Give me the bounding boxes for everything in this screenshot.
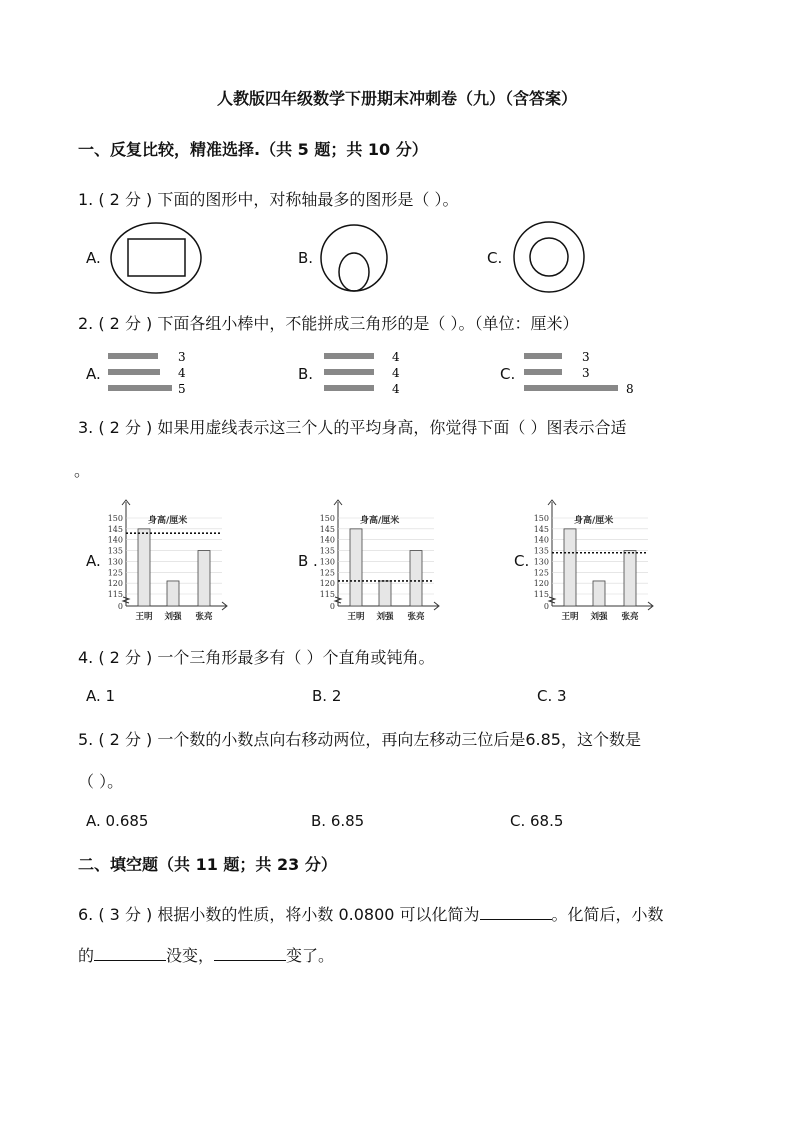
q1-figure-c (510, 218, 588, 296)
q3-chart-c (530, 494, 660, 628)
answer-blank-1[interactable] (480, 905, 552, 920)
stick-length-label: 4 (392, 366, 400, 380)
stick (524, 369, 562, 375)
y-tick-label: 115 (107, 590, 123, 599)
y-tick-label: 125 (107, 568, 123, 578)
stick-length-label: 3 (582, 350, 590, 364)
q3-option-b-label: B . (298, 552, 318, 570)
inner-ellipse-shape (339, 253, 369, 291)
question-2: 2. ( 2 分 ) 下面各组小棒中，不能拼成三角形的是（ ）。（单位：厘米） (78, 314, 579, 333)
y-tick-label: 140 (319, 535, 335, 545)
q4-option-a: A. 1 (86, 687, 116, 705)
question-1: 1. ( 2 分 ) 下面的图形中，对称轴最多的图形是（ ）。 (78, 190, 459, 209)
y-tick-label: 115 (533, 590, 549, 599)
y-tick-label: 130 (107, 557, 123, 567)
y-tick-label: 125 (319, 568, 335, 578)
question-3-end: 。 (74, 461, 91, 480)
q1-figure-a (108, 220, 204, 296)
y-tick-label: 0 (543, 602, 549, 611)
y-tick-label: 0 (117, 602, 123, 611)
y-tick-label: 135 (533, 546, 549, 556)
y-tick-label: 130 (319, 557, 335, 567)
q5-option-a: A. 0.685 (86, 812, 149, 830)
stick (524, 385, 618, 391)
q4-option-c: C. 3 (537, 687, 567, 705)
stick (108, 369, 160, 375)
stick (324, 369, 374, 375)
q2-sticks-b (322, 348, 422, 398)
bar (350, 529, 362, 606)
q2-sticks-c (522, 348, 642, 398)
question-5: 5. ( 2 分 ) 一个数的小数点向右移动两位，再向左移动三位后是6.85，这个数是 (78, 730, 641, 749)
q1-figure-b (318, 220, 390, 296)
bar (410, 551, 422, 606)
stick (524, 353, 562, 359)
y-tick-label: 120 (533, 579, 549, 589)
question-3: 3. ( 2 分 ) 如果用虚线表示这三个人的平均身高，你觉得下面（ ）图表示合适 (78, 418, 627, 437)
q3-option-a-label: A. (86, 552, 101, 570)
outer-circle-shape (514, 222, 584, 292)
q4-option-b: B. 2 (312, 687, 342, 705)
q2-option-b-label: B. (298, 365, 314, 383)
q5-option-c: C. 68.5 (510, 812, 564, 830)
y-tick-label: 145 (319, 524, 335, 534)
x-tick-label: 王明 (561, 612, 579, 622)
stick-length-label: 8 (626, 382, 634, 396)
stick-length-label: 3 (178, 350, 186, 364)
bar (138, 529, 150, 606)
x-tick-label: 张亮 (407, 612, 425, 622)
stick-length-label: 4 (392, 350, 400, 364)
question-6-text-e: 变了。 (286, 946, 335, 965)
y-tick-label: 150 (533, 514, 549, 523)
ellipse-shape (111, 223, 201, 293)
section-heading-fill-in: 二、填空题（共 11 题；共 23 分） (78, 855, 337, 874)
y-tick-label: 120 (107, 579, 123, 589)
q2-option-a-label: A. (86, 365, 101, 383)
stick-length-label: 4 (392, 382, 400, 396)
q3-option-c-label: C. (514, 552, 530, 570)
x-tick-label: 刘强 (590, 612, 608, 622)
y-tick-label: 145 (107, 524, 123, 534)
x-tick-label: 张亮 (621, 612, 639, 622)
y-tick-label: 0 (329, 602, 335, 611)
q5-option-b: B. 6.85 (311, 812, 365, 830)
outer-circle-shape (321, 225, 387, 291)
y-tick-label: 140 (107, 535, 123, 545)
chart-title: 身高/厘米 (360, 516, 400, 526)
axis-break-mark (123, 597, 129, 603)
x-tick-label: 刘强 (164, 612, 182, 622)
question-5-line2: （ ）。 (78, 772, 124, 791)
x-tick-label: 刘强 (376, 612, 394, 622)
question-6-text-d: 没变， (166, 946, 215, 965)
bar (564, 529, 576, 606)
inner-circle-shape (530, 238, 568, 276)
y-tick-label: 135 (319, 546, 335, 556)
axis-break-mark (335, 597, 341, 603)
chart-title: 身高/厘米 (148, 516, 188, 526)
y-tick-label: 150 (319, 514, 335, 523)
question-6-text-c: 的 (78, 946, 95, 965)
section-heading-choice: 一、反复比较，精准选择.（共 5 题；共 10 分） (78, 140, 428, 159)
question-6-line2 (78, 943, 334, 966)
stick (324, 385, 374, 391)
y-tick-label: 145 (533, 524, 549, 534)
bar (198, 551, 210, 606)
chart-title: 身高/厘米 (574, 516, 614, 526)
q3-chart-b (316, 494, 446, 628)
q3-chart-a (104, 494, 234, 628)
y-tick-label: 140 (533, 535, 549, 545)
y-tick-label: 125 (533, 568, 549, 578)
y-tick-label: 150 (107, 514, 123, 523)
q1-option-c-label: C. (487, 249, 503, 267)
answer-blank-2[interactable] (94, 946, 166, 961)
y-tick-label: 130 (533, 557, 549, 567)
question-6 (78, 902, 664, 925)
q1-option-b-label: B. (298, 249, 314, 267)
x-tick-label: 王明 (347, 612, 365, 622)
question-4: 4. ( 2 分 ) 一个三角形最多有（ ）个直角或钝角。 (78, 648, 435, 667)
bar (624, 551, 636, 606)
x-tick-label: 王明 (135, 612, 153, 622)
stick-length-label: 5 (178, 382, 186, 396)
bar (167, 581, 179, 606)
question-6-text-a: 6. ( 3 分 ) 根据小数的性质，将小数 0.0800 可以化简为 (78, 905, 480, 924)
answer-blank-3[interactable] (214, 946, 286, 961)
bar (379, 581, 391, 606)
bar (593, 581, 605, 606)
stick (108, 353, 158, 359)
q2-option-c-label: C. (500, 365, 516, 383)
q2-sticks-a (106, 348, 206, 398)
rectangle-shape (128, 239, 185, 276)
stick (324, 353, 374, 359)
stick-length-label: 3 (582, 366, 590, 380)
y-tick-label: 115 (319, 590, 335, 599)
x-tick-label: 张亮 (195, 612, 213, 622)
axis-break-mark (549, 597, 555, 603)
q1-option-a-label: A. (86, 249, 101, 267)
stick (108, 385, 172, 391)
y-tick-label: 135 (107, 546, 123, 556)
page-title: 人教版四年级数学下册期末冲刺卷（九）（含答案） (216, 89, 577, 108)
stick-length-label: 4 (178, 366, 186, 380)
y-tick-label: 120 (319, 579, 335, 589)
question-6-text-b: 。化简后，小数 (551, 905, 664, 924)
